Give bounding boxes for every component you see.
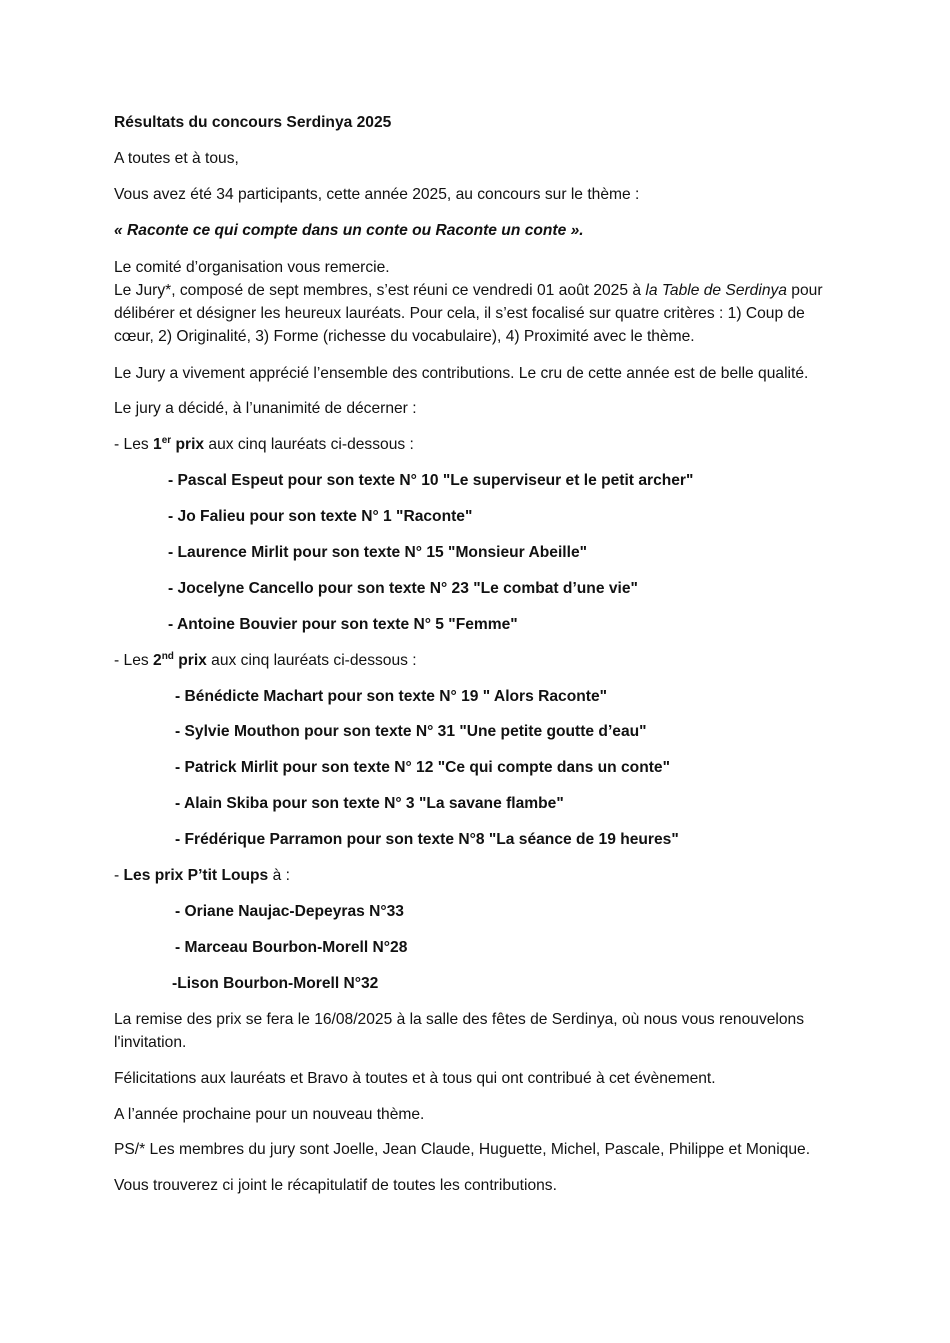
thanks-line: Le comité d’organisation vous remercie. — [114, 259, 390, 276]
first-prize-winner: - Jocelyne Cancello pour son texte N° 23 "Le combat d’une vie" — [168, 580, 638, 597]
second-prize-winner: - Alain Skiba pour son texte N° 3 "La savane flambe" — [175, 795, 564, 812]
prize-rank-number: 2 — [153, 652, 162, 669]
greeting: A toutes et à tous, — [114, 150, 239, 167]
ptit-loups-winner: - Marceau Bourbon-Morell N°28 — [175, 939, 408, 956]
prize-rank — [153, 652, 207, 669]
prize-prefix: - — [114, 867, 124, 884]
second-prize-winner: - Patrick Mirlit pour son texte N° 12 "Ce qui compte dans un conte" — [175, 759, 670, 776]
intro-paragraph: Vous avez été 34 participants, cette année 2025, au concours sur le thème : — [114, 186, 640, 203]
prize-suffix: à : — [268, 867, 290, 884]
prize-suffix: aux cinq lauréats ci-dessous : — [204, 436, 414, 453]
contest-theme: « Raconte ce qui compte dans un conte ou Raconte un conte ». — [114, 222, 584, 239]
next-year-line: A l’année prochaine pour un nouveau thème. — [114, 1106, 425, 1123]
jury-text: Le Jury*, composé de sept membres, s’est réuni ce vendredi 01 août 2025 à — [114, 282, 646, 299]
attachment-line: Vous trouverez ci joint le récapitulatif de toutes les contributions. — [114, 1177, 557, 1194]
first-prize-winner: - Jo Falieu pour son texte N° 1 "Raconte" — [168, 508, 473, 525]
document-title: Résultats du concours Serdinya 2025 — [114, 114, 392, 131]
first-prize-heading — [114, 434, 414, 456]
prize-suffix: aux cinq lauréats ci-dessous : — [206, 652, 417, 669]
ceremony-line1: La remise des prix se fera le 16/08/2025 à la salle des fêtes de Serdinya, où nous vous renouvelons — [114, 1011, 805, 1028]
prize-label: prix — [173, 652, 207, 669]
first-prize-winner: - Antoine Bouvier pour son texte N° 5 "Femme" — [168, 616, 518, 633]
first-prize-winner: - Pascal Espeut pour son texte N° 10 "Le superviseur et le petit archer" — [168, 472, 694, 489]
prize-rank-suffix: er — [161, 434, 172, 446]
prize-rank-suffix: nd — [161, 650, 174, 662]
second-prize-winner: - Frédérique Parramon pour son texte N°8 "La séance de 19 heures" — [175, 831, 679, 848]
prize-label: prix — [171, 436, 205, 453]
prize-prefix: - Les — [114, 652, 153, 669]
jury-paragraph-line3: cœur, 2) Originalité, 3) Forme (richesse du vocabulaire), 4) Proximité avec le thème. — [114, 328, 695, 345]
jury-text-end: pour — [786, 282, 823, 299]
appreciation-paragraph: Le Jury a vivement apprécié l’ensemble des contributions. Le cru de cette année est de belle qualité. — [114, 365, 809, 382]
second-prize-winner: - Sylvie Mouthon pour son texte N° 31 "Une petite goutte d’eau" — [175, 723, 647, 740]
second-prize-winner: - Bénédicte Machart pour son texte N° 19 " Alors Raconte" — [175, 688, 608, 705]
prize-rank — [153, 436, 204, 453]
venue-name: la Table de Serdinya — [645, 282, 787, 299]
second-prize-heading — [114, 650, 417, 672]
first-prize-winner: - Laurence Mirlit pour son texte N° 15 "Monsieur Abeille" — [168, 544, 588, 561]
ptit-loups-heading — [114, 865, 290, 887]
prize-prefix: - Les — [114, 436, 153, 453]
ptit-loups-winner: -Lison Bourbon-Morell N°32 — [172, 975, 379, 992]
jury-paragraph-line2: délibérer et désigner les heureux lauréats. Pour cela, il s’est focalisé sur quatre critères : 1) Coup de — [114, 305, 805, 322]
prize-label: Les prix P’tit Loups — [123, 867, 269, 884]
decision-line: Le jury a décidé, à l’unanimité de décerner : — [114, 400, 417, 417]
jury-paragraph-line1 — [114, 280, 823, 302]
prize-rank-number: 1 — [153, 436, 162, 453]
postscript-line: PS/* Les membres du jury sont Joelle, Jean Claude, Huguette, Michel, Pascale, Philippe et Monique. — [114, 1141, 811, 1158]
ceremony-line2: l'invitation. — [114, 1034, 187, 1051]
congratulations-line: Félicitations aux lauréats et Bravo à toutes et à tous qui ont contribué à cet évènement. — [114, 1070, 716, 1087]
ptit-loups-winner: - Oriane Naujac-Depeyras N°33 — [175, 903, 404, 920]
